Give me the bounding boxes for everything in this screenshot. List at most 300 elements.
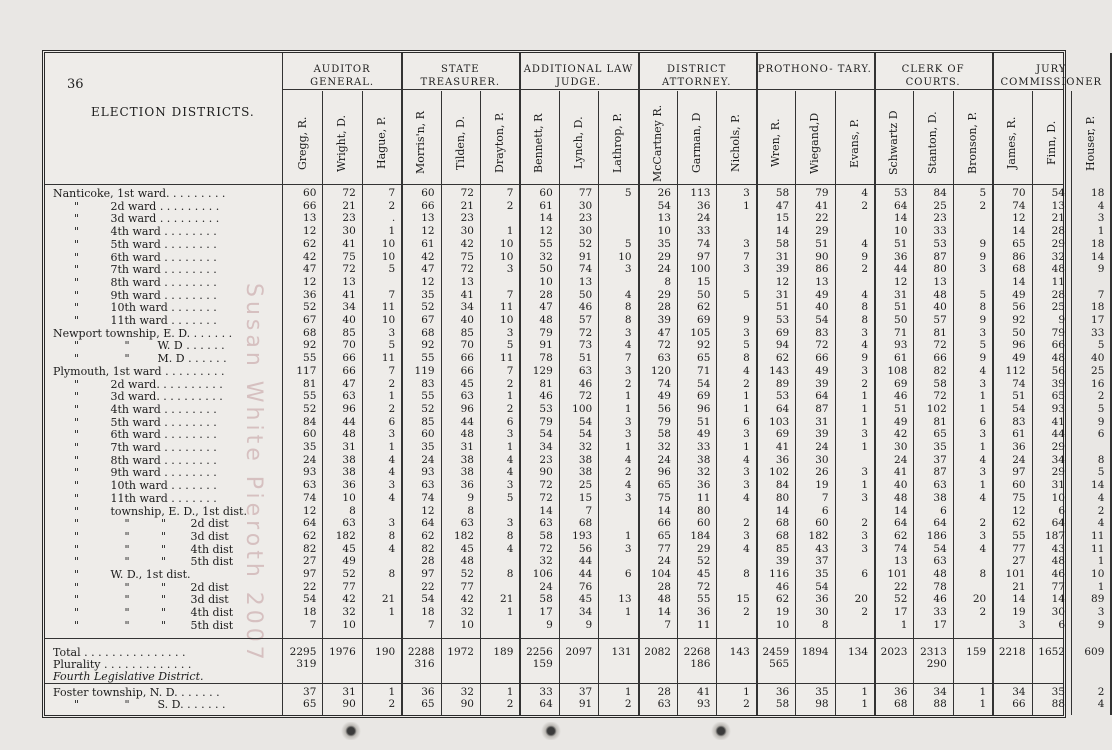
table-cell: 3 — [979, 326, 987, 339]
table-cell: 64 — [933, 517, 947, 530]
table-cell: 12 — [1012, 212, 1026, 225]
table-cell: 70 — [1012, 187, 1026, 199]
table-cell: 4 — [506, 466, 514, 479]
table-cell: 35 — [303, 441, 317, 453]
table-cell: 42 — [460, 237, 474, 250]
table-cell: 72 — [460, 187, 474, 199]
table-cell: 60 — [697, 517, 711, 530]
table-cell: 1 — [1097, 225, 1105, 238]
table-cell: 48 — [460, 428, 474, 441]
table-cell: 45 — [460, 377, 474, 390]
row-label: " 9th ward . . . . . . . . — [53, 466, 217, 480]
table-cell: 100 — [572, 402, 593, 415]
table-cell: 1 — [506, 685, 514, 698]
table-cell: 4 — [506, 542, 514, 555]
table-cell: 7 — [506, 364, 514, 377]
table-cell: 37 — [303, 685, 317, 698]
table-cell: 3 — [861, 326, 868, 339]
table-cell: 60 — [539, 187, 553, 199]
table-cell: 50 — [1012, 326, 1026, 339]
table-cell: 63 — [460, 390, 474, 403]
table-cell: 41 — [697, 685, 711, 698]
table-cell: 50 — [894, 314, 908, 326]
table-cell: 34 — [578, 606, 593, 619]
table-cell: 97 — [421, 568, 435, 580]
table-cell: 69 — [697, 390, 711, 403]
table-cell: 11 — [381, 352, 396, 365]
table-cell: 24 — [657, 555, 671, 568]
table-cell: 31 — [460, 441, 474, 453]
table-cell: 2 — [388, 402, 396, 415]
table-cell: 7 — [309, 618, 317, 631]
table-cell: 9 — [979, 352, 987, 365]
header-rule — [45, 184, 1063, 185]
table-cell: 58 — [539, 529, 553, 542]
table-cell: 54 — [421, 593, 435, 606]
table-cell: 2 — [743, 698, 750, 711]
table-cell: 5 — [624, 187, 632, 199]
table-cell: 66 — [342, 364, 356, 377]
table-cell: 8 — [506, 529, 514, 542]
table-cell: 565 — [769, 657, 790, 670]
table-cell: 6 — [624, 568, 632, 580]
table-cell: 23 — [578, 212, 593, 225]
table-cell: 49 — [815, 288, 829, 301]
table-cell: 4 — [624, 453, 632, 466]
table-cell: 4 — [1097, 199, 1105, 212]
table-cell: 69 — [775, 428, 790, 441]
table-cell: 18 — [421, 606, 435, 619]
table-cell: 13 — [460, 275, 474, 288]
table-cell: 30 — [815, 453, 829, 466]
table-cell: 26 — [657, 187, 671, 199]
table-cell: 2295 — [289, 645, 317, 658]
table-cell: 5 — [506, 339, 514, 352]
candidate-name: Wiegand,D — [808, 112, 822, 174]
row-label: " " " 3d dist — [53, 529, 229, 543]
table-cell: 54 — [657, 199, 671, 212]
table-cell: 36 — [1012, 441, 1026, 453]
table-cell: 119 — [414, 364, 435, 377]
table-cell: 39 — [815, 377, 829, 390]
table-cell: 7 — [664, 618, 671, 631]
table-cell: 83 — [1012, 415, 1026, 428]
table-cell: 4 — [743, 542, 750, 555]
table-cell: 28 — [657, 580, 671, 593]
table-cell: 3 — [861, 491, 868, 504]
table-cell: 3 — [861, 529, 868, 542]
table-cell: 42 — [421, 250, 435, 263]
table-cell: 41 — [342, 288, 356, 301]
table-cell: 11 — [381, 301, 396, 314]
table-cell: 73 — [578, 339, 593, 352]
table-cell: 65 — [933, 428, 947, 441]
table-cell: 3 — [624, 364, 632, 377]
table-cell: 1 — [506, 225, 514, 238]
table-cell: 68 — [303, 326, 317, 339]
table-cell: 108 — [887, 364, 908, 377]
table-cell: 1 — [861, 685, 868, 698]
table-cell: 12 — [539, 225, 553, 238]
table-cell: 55 — [303, 352, 317, 365]
table-cell: 28 — [421, 555, 435, 568]
table-cell: 30 — [578, 199, 593, 212]
table-cell: 62 — [303, 237, 317, 250]
table-cell: 14 — [657, 504, 671, 517]
table-cell: 143 — [769, 364, 790, 377]
table-cell: 71 — [894, 326, 908, 339]
table-cell: 105 — [690, 326, 711, 339]
table-cell: 2268 — [683, 645, 711, 658]
table-cell: 1 — [1097, 555, 1105, 568]
table-cell: 27 — [1012, 555, 1026, 568]
table-cell: 3 — [624, 415, 632, 428]
table-cell: 116 — [769, 568, 790, 580]
table-cell: 93 — [697, 698, 711, 711]
table-cell: 31 — [1051, 479, 1065, 492]
table-cell: 10 — [342, 618, 356, 631]
table-cell: 38 — [578, 466, 593, 479]
table-cell: 51 — [894, 237, 908, 250]
row-label: " 2d ward . . . . . . . . . — [53, 199, 220, 213]
table-cell: 64 — [894, 517, 908, 530]
table-cell: 67 — [421, 314, 435, 326]
table-cell: 52 — [342, 568, 356, 580]
table-cell: 39 — [1051, 377, 1065, 390]
table-cell: 58 — [933, 377, 947, 390]
candidate-name: Lathrop, P. — [611, 113, 625, 173]
table-cell: 29 — [657, 250, 671, 263]
table-cell: 54 — [1012, 402, 1026, 415]
table-cell: 10 — [1091, 568, 1105, 580]
office-name: PROTHONO- TARY. — [757, 64, 872, 75]
table-cell: 13 — [578, 275, 593, 288]
table-cell: 24 — [421, 453, 435, 466]
table-cell: 65 — [657, 529, 671, 542]
table-cell: 4 — [743, 364, 750, 377]
table-cell: 83 — [815, 326, 829, 339]
table-cell: 6 — [821, 504, 829, 517]
table-cell: 65 — [697, 352, 711, 365]
table-cell: 46 — [775, 580, 790, 593]
candidate-name: Tilden, D. — [453, 116, 467, 170]
table-cell: 3 — [506, 428, 514, 441]
table-cell: 33 — [1091, 326, 1105, 339]
table-cell: 9 — [979, 314, 987, 326]
row-label: " 11th ward . . . . . . . — [53, 314, 217, 327]
table-cell: 81 — [933, 326, 947, 339]
table-cell: 26 — [815, 466, 829, 479]
table-cell: 15 — [697, 275, 711, 288]
table-cell: 2 — [1097, 685, 1105, 698]
row-label: " " " 5th dist — [53, 618, 234, 632]
table-cell: 8 — [388, 529, 396, 542]
candidate-name: Drayton, P. — [493, 112, 507, 174]
table-cell: 2 — [743, 606, 750, 619]
table-cell: 63 — [421, 479, 435, 492]
table-cell: 66 — [933, 352, 947, 365]
table-cell: 80 — [697, 504, 711, 517]
table-cell: 61 — [894, 352, 908, 365]
table-cell: 62 — [303, 529, 317, 542]
table-cell: 25 — [1091, 364, 1105, 377]
table-cell: 1 — [743, 441, 750, 453]
table-cell: 14 — [1091, 250, 1105, 263]
table-cell: 29 — [697, 542, 711, 555]
table-cell: 24 — [815, 441, 829, 453]
table-cell: 65 — [303, 698, 317, 711]
table-cell: 3 — [624, 263, 632, 276]
table-cell: 14 — [1051, 593, 1065, 606]
table-cell: 1894 — [801, 645, 829, 658]
table-cell: 33 — [539, 685, 553, 698]
table-cell: 36 — [697, 199, 711, 212]
table-cell: 3 — [979, 377, 987, 390]
table-cell: 9 — [1058, 314, 1065, 326]
table-cell: 9 — [1097, 263, 1105, 276]
table-cell: 2 — [979, 606, 987, 619]
table-cell: 54 — [578, 428, 593, 441]
table-cell: 1 — [861, 698, 868, 711]
table-cell: 66 — [303, 199, 317, 212]
table-cell: 2313 — [920, 645, 947, 658]
table-cell: 28 — [657, 685, 671, 698]
table-cell: 2 — [388, 698, 396, 711]
table-cell: 29 — [815, 225, 829, 238]
table-cell: 5 — [979, 288, 987, 301]
table-cell: 35 — [815, 568, 829, 580]
table-cell: 32 — [697, 466, 711, 479]
table-cell: 77 — [657, 542, 671, 555]
table-cell: 40 — [933, 301, 947, 314]
table-cell: 43 — [815, 542, 829, 555]
table-cell: 80 — [933, 263, 947, 276]
table-cell: 2 — [1097, 504, 1105, 517]
table-cell: 55 — [421, 352, 435, 365]
table-cell: 32 — [539, 250, 553, 263]
row-label: " " M. D . . . . . . — [53, 352, 227, 366]
table-cell: 101 — [1005, 568, 1026, 580]
table-cell: 60 — [421, 187, 435, 199]
table-cell: 98 — [815, 698, 829, 711]
row-label: " 10th ward . . . . . . . — [53, 479, 217, 493]
table-cell: 32 — [342, 606, 356, 619]
table-cell: 14 — [775, 225, 790, 238]
table-cell: 4 — [979, 542, 987, 555]
table-cell: 10 — [381, 314, 396, 326]
table-cell: 3 — [388, 326, 396, 339]
table-cell: 48 — [894, 491, 908, 504]
table-cell: 97 — [697, 250, 711, 263]
table-cell: 37 — [578, 685, 593, 698]
table-cell: 61 — [1012, 428, 1026, 441]
table-cell: 14 — [1012, 225, 1026, 238]
table-cell: 32 — [460, 606, 474, 619]
table-cell: 52 — [697, 555, 711, 568]
table-cell: 72 — [342, 187, 356, 199]
table-cell: 2 — [743, 517, 750, 530]
watermark: Susan White Pieroth 2007 — [241, 283, 266, 664]
table-cell: 38 — [578, 453, 593, 466]
table-cell: 56 — [1012, 301, 1026, 314]
row-label: " " " 5th dist — [53, 555, 234, 569]
table-cell: 71 — [697, 364, 711, 377]
table-cell: 3 — [861, 364, 868, 377]
table-cell: 3 — [388, 517, 396, 530]
table-cell: 6 — [1097, 428, 1105, 441]
table-cell: 159 — [966, 645, 987, 658]
table-cell: 45 — [697, 568, 711, 580]
table-cell: 58 — [775, 187, 790, 199]
table-cell: 35 — [657, 237, 671, 250]
table-cell: 62 — [894, 529, 908, 542]
table-cell: 17 — [539, 606, 553, 619]
table-cell: 3 — [979, 466, 987, 479]
table-cell: 3 — [624, 542, 632, 555]
table-cell: 63 — [657, 352, 671, 365]
table-cell: 4 — [1097, 698, 1105, 711]
table-cell: 3 — [743, 466, 750, 479]
table-cell: 97 — [303, 568, 317, 580]
table-cell: 10 — [500, 237, 514, 250]
table-cell: 113 — [690, 187, 711, 199]
table-cell: 72 — [342, 263, 356, 276]
table-cell: 2 — [979, 199, 987, 212]
table-cell: 3 — [743, 428, 750, 441]
table-cell: 79 — [1051, 326, 1065, 339]
table-cell: 9 — [1097, 618, 1105, 631]
table-cell: 65 — [1012, 237, 1026, 250]
table-cell: 3 — [388, 479, 396, 492]
table-cell: 31 — [342, 685, 356, 698]
table-cell: 19 — [815, 479, 829, 492]
table-cell: 81 — [303, 377, 317, 390]
table-cell: 3 — [743, 237, 750, 250]
table-cell: 23 — [460, 212, 474, 225]
table-cell: 94 — [775, 339, 790, 352]
table-cell: 72 — [657, 339, 671, 352]
table-cell: 51 — [578, 352, 593, 365]
table-cell: 11 — [1051, 275, 1065, 288]
thumbtack-icon — [340, 722, 362, 740]
table-cell: 11 — [697, 491, 711, 504]
table-cell: 36 — [894, 250, 908, 263]
table-cell: 10 — [775, 618, 790, 631]
table-cell: 38 — [342, 453, 356, 466]
table-cell: 24 — [697, 212, 711, 225]
table-cell: 56 — [578, 542, 593, 555]
table-cell: 97 — [1012, 466, 1026, 479]
table-cell: 76 — [578, 580, 593, 593]
table-cell: 40 — [815, 301, 829, 314]
table-cell: 6 — [743, 415, 750, 428]
table-cell: 1972 — [447, 645, 474, 658]
table-cell: 9 — [546, 618, 553, 631]
table-cell: 93 — [421, 466, 435, 479]
table-cell: 2 — [624, 377, 632, 390]
table-cell: 45 — [578, 593, 593, 606]
table-cell: 41 — [775, 441, 790, 453]
table-cell: 15 — [578, 491, 593, 504]
table-cell: 12 — [1012, 504, 1026, 517]
table-cell: 31 — [342, 441, 356, 453]
table-cell: 32 — [1051, 250, 1065, 263]
table-cell: 4 — [506, 453, 514, 466]
table-cell: 49 — [1012, 288, 1026, 301]
table-cell: 39 — [657, 314, 671, 326]
row-label: " 4th ward . . . . . . . . — [53, 225, 217, 239]
table-cell: 86 — [815, 263, 829, 276]
table-cell: 40 — [894, 479, 908, 492]
candidate-name: Gregg, R. — [296, 116, 310, 170]
table-cell: 69 — [775, 326, 790, 339]
row-label: " W. D., 1st dist. — [53, 568, 191, 581]
table-cell: 1 — [979, 390, 987, 403]
table-cell: 143 — [729, 645, 750, 658]
candidate-name: Wright, D. — [335, 114, 349, 172]
row-label: " 2d ward. . . . . . . . . . — [53, 377, 223, 391]
row-label: " 7th ward . . . . . . . . — [53, 263, 217, 277]
table-cell: 68 — [894, 698, 908, 711]
table-cell: 69 — [894, 377, 908, 390]
table-cell: 72 — [697, 580, 711, 593]
table-cell: 72 — [933, 390, 947, 403]
table-cell: 1 — [979, 685, 987, 698]
table-cell: 16 — [1091, 377, 1105, 390]
table-cell: 66 — [460, 364, 474, 377]
table-cell: 4 — [388, 491, 396, 504]
table-cell: 74 — [421, 491, 435, 504]
table-cell: 48 — [460, 555, 474, 568]
office-name: CLERK OF COURTS. — [901, 64, 965, 88]
table-cell: 21 — [460, 199, 474, 212]
table-cell: 2 — [861, 606, 868, 619]
table-cell: 27 — [303, 555, 317, 568]
table-cell: 7 — [585, 504, 593, 517]
table-cell: 10 — [618, 250, 632, 263]
candidate-name: Nichols, P. — [729, 114, 743, 172]
table-cell: 7 — [388, 288, 396, 301]
table-cell: 3 — [743, 479, 750, 492]
table-cell: 13 — [618, 593, 632, 606]
table-cell: 44 — [578, 568, 593, 580]
table-cell: 60 — [1012, 479, 1026, 492]
table-cell: 8 — [979, 301, 987, 314]
table-cell: 75 — [460, 250, 474, 263]
candidate-name: Finn, D. — [1044, 120, 1058, 166]
table-cell: 4 — [979, 491, 987, 504]
table-cell: 7 — [388, 187, 396, 199]
thumbtack-icon — [540, 722, 562, 740]
table-cell: 1976 — [329, 645, 356, 658]
table-cell: 5 — [1097, 466, 1105, 479]
table-cell: 3 — [624, 491, 632, 504]
table-cell: 186 — [690, 657, 711, 670]
table-cell: 12 — [303, 225, 317, 238]
table-cell: 3 — [861, 466, 868, 479]
table-cell: 11 — [500, 301, 514, 314]
table-cell: 2 — [861, 517, 868, 530]
table-cell: 49 — [697, 428, 711, 441]
table-cell: 54 — [303, 593, 317, 606]
table-cell: 2023 — [880, 645, 908, 658]
table-cell: 18 — [1091, 187, 1105, 199]
row-label: " " W. D . . . . . . — [53, 339, 225, 353]
table-cell: 3 — [506, 326, 514, 339]
table-cell: 30 — [578, 225, 593, 238]
table-cell: 18 — [1091, 237, 1105, 250]
table-cell: 36 — [342, 479, 356, 492]
